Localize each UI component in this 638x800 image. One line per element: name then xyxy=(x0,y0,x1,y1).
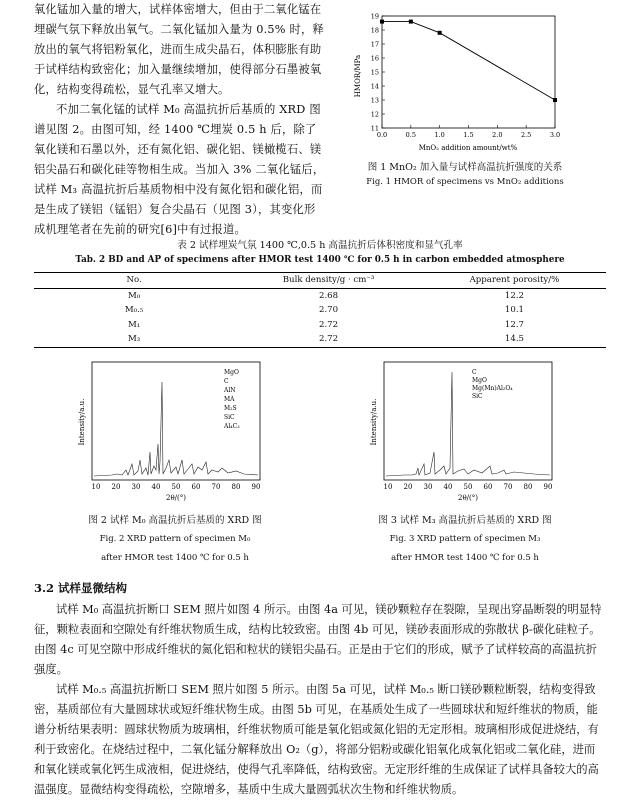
fig3-xtick: 50 xyxy=(463,483,473,491)
fig1-xtick-label: 1.0 xyxy=(434,131,445,139)
fig1-xtick-label: 0.5 xyxy=(405,131,417,139)
table-row xyxy=(34,318,606,333)
paragraph-mno2-effect: 氧化锰加入量的增大，试样体密增大，但由于二氧化锰在埋碳气氛下释放出氧气。二氧化锰加入量为 0.5% 时，释放出的氧气将铝粉氧化，进而生成尖晶石，体积膨胀有助于试样结构致密化；加入量继续增加，使得部分石墨被氧化，结构变得疏松，显气孔率又增大。 xyxy=(34,3,325,96)
fig1-caption-en: Fig. 1 HMOR of specimens vs MnO₂ additions xyxy=(366,177,564,187)
table-cell: 2.68 xyxy=(318,290,339,301)
fig2-legend-item: Al₄C₃ xyxy=(224,423,240,430)
paragraph-sem-m05: 试样 M₀.₅ 高温抗折断口 SEM 照片如图 5 所示。由图 5a 可见，试样 M₀.₅ 断口镁砂颗粒断裂，结构变得致密，基质部位有大量圆球状或短纤维状物生成。由图 5b 可见，在基质处生成了一些圆球状和短纤维状的物质，能谱分析结果表明：圆球状物质为玻璃相，纤维状物质可能是氧化铝或氮化铝的无定形相。玻璃相形成促进烧结，有利于致密化。在烧结过程中，二氧化锰分解释放出 O₂（g），将部分铝粉或碳化铝氧化成氧化铝或二氧化硅，进而和氧化镁或氧化钙生成液相，促进烧结，使得气孔率降低，结构致密。无定形纤维的生成保证了试样具备较大的高温强度。显微结构变得疏松，空隙增多，基质中生成大量圆弧状次生物和纤维状物质。 xyxy=(34,683,599,796)
fig2-xrd-pattern xyxy=(72,352,272,502)
table-cell: M₀.₅ xyxy=(124,305,144,316)
fig1-hmor-chart xyxy=(340,10,570,155)
fig2-xtick: 60 xyxy=(191,483,201,491)
fig2-legend-item: M₂S xyxy=(224,405,237,412)
fig3-legend xyxy=(472,369,513,400)
fig1-series-line xyxy=(382,22,555,100)
fig1-caption-cn: 图 1 MnO₂ 加入量与试样高温抗折强度的关系 xyxy=(367,162,563,173)
fig3-xtick: 10 xyxy=(383,483,393,491)
fig2-legend-item: MA xyxy=(224,396,235,403)
fig2-caption-cn: 图 2 试样 M₀ 高温抗折后基质的 XRD 图 xyxy=(88,515,262,526)
fig2-xtick: 20 xyxy=(111,483,121,491)
fig1-ytick-label: 18 xyxy=(370,26,379,35)
left-text-column xyxy=(34,0,326,240)
fig2-legend xyxy=(223,369,240,430)
fig1-data-point xyxy=(553,98,557,102)
fig3-xtick: 60 xyxy=(483,483,493,491)
fig3-xticks xyxy=(384,483,553,491)
fig3-xtick: 90 xyxy=(543,483,553,491)
fig2-ylabel: Intensity/a.u. xyxy=(78,398,86,446)
fig2-xtick: 80 xyxy=(231,483,241,491)
fig2-legend-item: AlN xyxy=(224,387,236,394)
fig1-ytick-label: 17 xyxy=(370,40,379,49)
paragraph-xrd-discussion: 不加二氧化锰的试样 M₀ 高温抗折后基质的 XRD 图谱见图 2。由图可知，经 1400 ℃埋炭 0.5 h 后，除了氧化镁和石墨以外，还有氮化铝、碳化铝、镁橄榄石、镁铝尖晶石和碳化硅等物相生成。当加入 3% 二氧化锰后，试样 M₃ 高温抗折后基质物相中没有氮化铝和碳化铝，而是生成了镁铝（锰铝）复合尖晶石（见图 3），其变化形成机理笔者在先前的研究[6]中有过报道。 xyxy=(34,103,325,236)
fig1-xtick-label: 3.0 xyxy=(549,131,561,139)
table-row xyxy=(34,332,606,347)
fig1-xtick-label: 2.0 xyxy=(492,131,503,139)
fig3-pattern-line xyxy=(386,372,550,476)
table2 xyxy=(34,272,606,348)
fig1-caption xyxy=(340,160,590,190)
fig2-caption xyxy=(50,513,300,566)
table-cell: 10.1 xyxy=(504,305,525,316)
table2-title-cn: 表 2 试样埋炭气氛 1400 ℃,0.5 h 高温抗折后体积密度和显气孔率 xyxy=(177,240,463,251)
table2-header: Apparent porosity/% xyxy=(423,273,606,289)
fig3-xtick: 30 xyxy=(423,483,433,491)
table-cell: 12.7 xyxy=(504,319,525,330)
fig3-legend-item: SiC xyxy=(472,393,483,400)
fig1-data-point xyxy=(380,20,384,24)
fig2-xtick: 50 xyxy=(171,483,181,491)
fig3-caption-cn: 图 3 试样 M₃ 高温抗折后基质的 XRD 图 xyxy=(378,515,552,526)
fig2-caption-en1: Fig. 2 XRD pattern of specimen M₀ xyxy=(99,534,251,544)
fig2-xticks xyxy=(92,483,261,491)
fig1-data-point xyxy=(409,20,413,24)
table-cell: 2.72 xyxy=(234,332,423,347)
fig1-ytick-label: 15 xyxy=(370,68,379,77)
fig3-caption-en1: Fig. 3 XRD pattern of specimen M₃ xyxy=(389,534,541,544)
fig2-xtick: 40 xyxy=(151,483,161,491)
fig2-caption-en2: after HMOR test 1400 ℃ for 0.5 h xyxy=(101,553,249,563)
table-cell: 14.5 xyxy=(423,332,606,347)
fig2-xtick: 90 xyxy=(251,483,261,491)
table2-title-en: Tab. 2 BD and AP of specimens after HMOR test 1400 ℃ for 0.5 h in carbon embedded atmosphere xyxy=(75,255,565,265)
fig1-xtick-label: 2.5 xyxy=(520,131,532,139)
fig3-xlabel: 2θ/(°) xyxy=(458,494,478,502)
section-heading: 3.2 试样显微结构 xyxy=(34,581,128,595)
fig3-legend-item: C xyxy=(472,369,477,376)
fig3-legend-item: Mg(Mn)Al₂O₄ xyxy=(472,385,513,392)
fig1-xlabel: MnO₂ addition amount/wt% xyxy=(418,144,518,152)
table-cell: 2.70 xyxy=(318,305,339,316)
table2-header: No. xyxy=(34,273,234,289)
paragraph-sem-m0: 试样 M₀ 高温抗折断口 SEM 照片如图 4 所示。由图 4a 可见，镁砂颗粒存在裂隙，呈现出穿晶断裂的明显特征，颗粒表面和空隙处有纤维状物质生成，结构比较致密。由图 4b 可见，镁砂表面形成的弥散状 β-碳化硅粒子。由图 4c 可见空隙中形成纤维状的氮化铝和粒状的镁铝尖晶石。正是由于它们的形成，赋予了试样较高的高温抗折强度。 xyxy=(34,603,602,676)
fig2-legend-item: SiC xyxy=(224,414,235,421)
section-body xyxy=(34,600,606,800)
fig3-xtick: 80 xyxy=(523,483,533,491)
fig3-xtick: 20 xyxy=(403,483,413,491)
fig2-xtick: 30 xyxy=(131,483,141,491)
fig3-xtick: 70 xyxy=(503,483,513,491)
fig1-ytick-label: 11 xyxy=(370,124,379,133)
fig1-xtick-label: 0.0 xyxy=(376,131,388,139)
fig2-legend-item: MgO xyxy=(224,369,239,376)
fig1-plot-frame xyxy=(382,16,555,128)
fig1-ytick-label: 13 xyxy=(370,96,379,105)
fig1-data-point xyxy=(438,31,442,35)
fig2-legend-item: C xyxy=(224,378,229,385)
fig2-xtick: 70 xyxy=(211,483,221,491)
table2-header: Bulk density/g · cm⁻³ xyxy=(234,273,423,289)
table-row xyxy=(34,288,606,303)
fig2-xtick: 10 xyxy=(91,483,101,491)
fig1-xtick-label: 1.5 xyxy=(463,131,474,139)
table-cell: M₁ xyxy=(127,319,141,330)
fig2-xlabel: 2θ/(°) xyxy=(166,494,186,502)
fig1-ytick-label: 14 xyxy=(370,82,379,91)
fig3-xrd-pattern xyxy=(364,352,564,502)
fig3-ylabel: Intensity/a.u. xyxy=(370,398,378,446)
fig3-xtick: 40 xyxy=(443,483,453,491)
table-cell: M₃ xyxy=(34,332,234,347)
fig1-ytick-label: 19 xyxy=(370,12,379,21)
fig1-ytick-label: 16 xyxy=(370,54,379,63)
fig1-ylabel: HMOR/MPa xyxy=(354,54,362,98)
table-cell: 2.72 xyxy=(318,319,339,330)
table-cell: 12.2 xyxy=(504,290,525,301)
table-cell: M₀ xyxy=(127,290,141,301)
fig3-caption-en2: after HMOR test 1400 ℃ for 0.5 h xyxy=(391,553,539,563)
fig1-ytick-label: 12 xyxy=(370,110,379,119)
fig3-legend-item: MgO xyxy=(472,377,487,384)
table-row xyxy=(34,303,606,318)
fig3-caption xyxy=(340,513,590,566)
table2-title xyxy=(34,238,606,268)
